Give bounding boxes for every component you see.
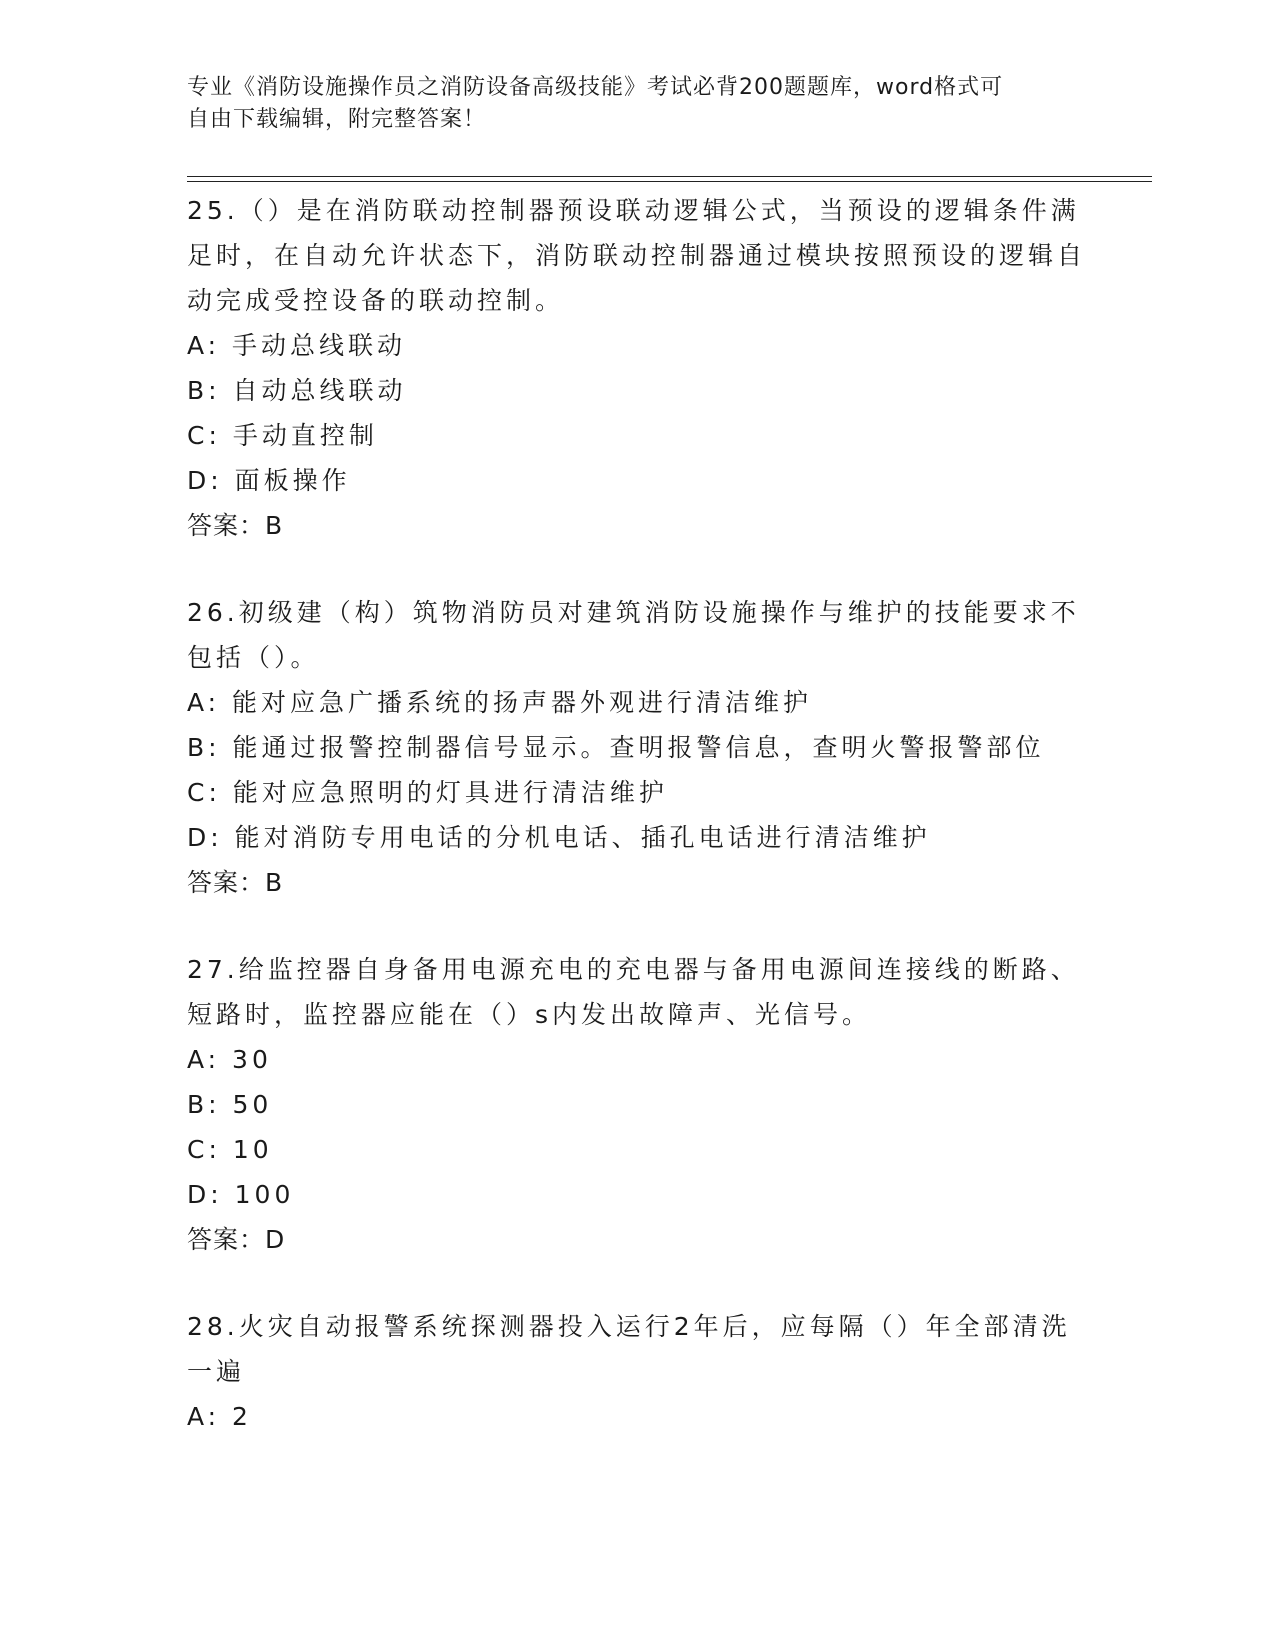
option-c — [187, 413, 1087, 458]
option-text: 手动直控制 — [232, 421, 378, 450]
answer-value: D — [265, 1225, 286, 1254]
question-stem — [187, 947, 1087, 1037]
question-27 — [187, 947, 1087, 1262]
answer-line — [187, 503, 1087, 548]
question-28 — [187, 1304, 1087, 1439]
option-a — [187, 1394, 1087, 1439]
option-letter: D: — [187, 1180, 223, 1209]
option-d — [187, 458, 1087, 503]
option-text: 自动总线联动 — [232, 376, 407, 405]
header-title-line-1: 专业《消防设施操作员之消防设备高级技能》考试必背200题题库，word格式可 — [187, 75, 1004, 100]
option-text: 能通过报警控制器信号显示。查明报警信息，查明火警报警部位 — [232, 733, 1045, 762]
option-letter: D: — [187, 823, 223, 852]
question-number: 27. — [187, 955, 239, 984]
answer-label: 答案： — [187, 511, 266, 540]
answer-label: 答案： — [187, 1225, 266, 1254]
option-text: 面板操作 — [234, 466, 351, 495]
option-letter: B: — [187, 733, 221, 762]
question-stem — [187, 188, 1087, 323]
question-text: 火灾自动报警系统探测器投入运行2年后，应每隔（）年全部清洗一遍 — [187, 1312, 1071, 1386]
answer-line — [187, 860, 1087, 905]
header-divider-bottom — [187, 181, 1152, 182]
option-text: 手动总线联动 — [232, 331, 407, 360]
header-divider-top — [187, 176, 1152, 177]
option-b — [187, 1082, 1087, 1127]
question-stem — [187, 590, 1087, 680]
question-25 — [187, 188, 1087, 548]
option-c — [187, 1127, 1087, 1172]
option-a — [187, 1037, 1087, 1082]
question-number: 25. — [187, 196, 239, 225]
option-a — [187, 323, 1087, 368]
option-letter: A: — [187, 688, 221, 717]
option-letter: A: — [187, 1045, 221, 1074]
question-26 — [187, 590, 1087, 905]
question-text: （）是在消防联动控制器预设联动逻辑公式，当预设的逻辑条件满足时，在自动允许状态下，消防联动控制器通过模块按照预设的逻辑自动完成受控设备的联动控制。 — [187, 196, 1087, 315]
answer-label: 答案： — [187, 868, 266, 897]
option-letter: B: — [187, 1090, 221, 1119]
question-text: 给监控器自身备用电源充电的充电器与备用电源间连接线的断路、短路时，监控器应能在（）s内发出故障声、光信号。 — [187, 955, 1080, 1029]
option-letter: C: — [187, 778, 221, 807]
answer-value: B — [265, 868, 284, 897]
option-text: 能对应急广播系统的扬声器外观进行清洁维护 — [232, 688, 813, 717]
option-a — [187, 680, 1087, 725]
question-list — [187, 188, 1087, 1481]
option-letter: D: — [187, 466, 223, 495]
option-text: 能对消防专用电话的分机电话、插孔电话进行清洁维护 — [234, 823, 931, 852]
option-text: 2 — [232, 1402, 252, 1431]
answer-line — [187, 1217, 1087, 1262]
option-letter: A: — [187, 331, 221, 360]
option-c — [187, 770, 1087, 815]
question-text: 初级建（构）筑物消防员对建筑消防设施操作与维护的技能要求不包括（）。 — [187, 598, 1080, 672]
option-text: 50 — [232, 1090, 273, 1119]
option-d — [187, 815, 1087, 860]
header-title-line-2: 自由下载编辑，附完整答案！ — [187, 107, 487, 132]
option-b — [187, 725, 1087, 770]
question-stem — [187, 1304, 1087, 1394]
option-letter: C: — [187, 1135, 221, 1164]
question-number: 26. — [187, 598, 239, 627]
document-header — [187, 72, 1087, 136]
option-text: 能对应急照明的灯具进行清洁维护 — [232, 778, 668, 807]
option-letter: B: — [187, 376, 221, 405]
answer-value: B — [265, 511, 284, 540]
option-letter: C: — [187, 421, 221, 450]
option-text: 30 — [232, 1045, 272, 1074]
option-d — [187, 1172, 1087, 1217]
option-letter: A: — [187, 1402, 221, 1431]
question-number: 28. — [187, 1312, 239, 1341]
option-text: 10 — [232, 1135, 273, 1164]
option-b — [187, 368, 1087, 413]
option-text: 100 — [234, 1180, 295, 1209]
